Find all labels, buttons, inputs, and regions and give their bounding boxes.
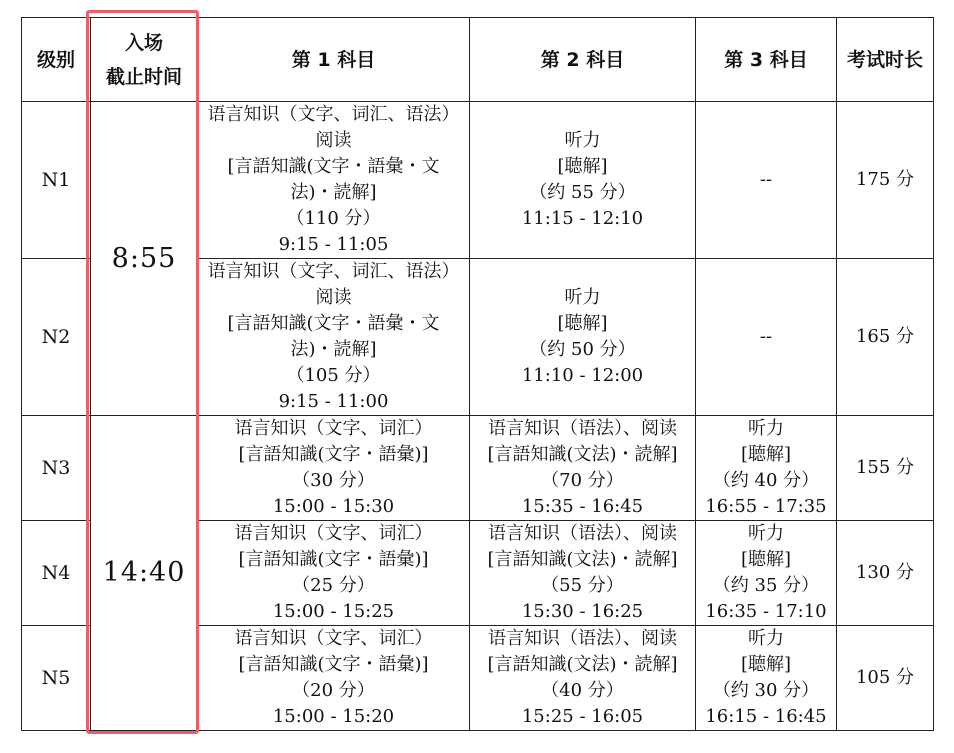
subject3-line: 听力 xyxy=(748,628,784,649)
duration-cell: 130 分 xyxy=(837,521,934,626)
subject2-line: [聴解] xyxy=(557,313,608,334)
duration-cell: 155 分 xyxy=(837,416,934,521)
level-cell: N1 xyxy=(22,102,91,259)
subject1-line: （20 分） xyxy=(292,680,375,701)
subject2-line: 听力 xyxy=(564,130,601,151)
subject1-line: 法)・読解] xyxy=(290,182,377,203)
subject1-line: 15:00 - 15:25 xyxy=(272,601,395,622)
subject2-line: 11:10 - 12:00 xyxy=(521,365,644,386)
subject3-line: -- xyxy=(759,326,773,347)
subject2-line: 语言知识（语法）、阅读 xyxy=(488,418,677,439)
subject1-line: [言語知識(文字・語彙)] xyxy=(238,444,429,465)
subject3-line: [聴解] xyxy=(740,549,792,570)
header-level: 级别 xyxy=(22,18,91,102)
subject1-line: （105 分） xyxy=(286,365,381,386)
subject1-line: 9:15 - 11:05 xyxy=(278,234,389,255)
subject1-cell xyxy=(198,102,470,259)
subject1-line: 9:15 - 11:00 xyxy=(278,391,389,412)
subject2-line: [言語知識(文法)・読解] xyxy=(487,654,678,675)
subject1-line: 语言知识（文字、词汇） xyxy=(234,523,433,544)
subject2-line: 语言知识（语法）、阅读 xyxy=(488,628,677,649)
level-cell: N2 xyxy=(22,259,91,416)
header-row xyxy=(22,18,934,102)
subject1-line: [言語知識(文字・語彙)] xyxy=(238,654,429,675)
subject1-line: 15:00 - 15:30 xyxy=(272,496,395,517)
subject2-cell xyxy=(470,102,696,259)
subject2-line: [言語知識(文法)・読解] xyxy=(487,549,678,570)
subject3-cell xyxy=(696,416,837,521)
subject1-line: （110 分） xyxy=(286,208,381,229)
subject3-cell xyxy=(696,102,837,259)
subject2-line: （约 50 分） xyxy=(529,339,636,360)
subject1-line: 法)・読解] xyxy=(290,339,377,360)
subject2-line: [聴解] xyxy=(557,156,608,177)
subject2-line: （70 分） xyxy=(541,470,624,491)
subject1-line: 15:00 - 15:20 xyxy=(272,706,395,727)
subject3-line: 16:55 - 17:35 xyxy=(705,496,827,517)
subject1-cell xyxy=(198,416,470,521)
header-entry-line1: 入场 xyxy=(124,31,163,54)
subject3-line: [聴解] xyxy=(740,654,792,675)
subject1-line: [言語知識(文字・語彙・文 xyxy=(227,156,440,177)
subject1-line: 阅读 xyxy=(315,287,352,308)
entry-time-cell: 14:40 xyxy=(91,416,198,731)
subject3-line: （约 40 分） xyxy=(712,470,820,491)
subject2-line: [言語知識(文法)・読解] xyxy=(487,444,678,465)
subject3-line: （约 30 分） xyxy=(712,680,820,701)
subject2-line: （40 分） xyxy=(541,680,624,701)
subject2-line: 15:35 - 16:45 xyxy=(521,496,644,517)
subject1-cell xyxy=(198,259,470,416)
subject2-line: 11:15 - 12:10 xyxy=(521,208,644,229)
subject3-line: -- xyxy=(759,169,773,190)
level-cell: N5 xyxy=(22,626,91,731)
subject1-line: 语言知识（文字、词汇） xyxy=(234,418,433,439)
header-subject2: 第 2 科目 xyxy=(470,18,696,102)
subject3-cell xyxy=(696,259,837,416)
subject2-cell xyxy=(470,259,696,416)
subject2-cell xyxy=(470,626,696,731)
subject3-line: [聴解] xyxy=(740,444,792,465)
level-cell: N3 xyxy=(22,416,91,521)
table-row xyxy=(22,416,934,521)
table-row xyxy=(22,102,934,259)
subject3-cell xyxy=(696,521,837,626)
subject3-line: 听力 xyxy=(748,523,784,544)
subject1-line: 语言知识（文字、词汇） xyxy=(234,628,433,649)
subject2-line: 15:25 - 16:05 xyxy=(521,706,644,727)
header-subject1: 第 1 科目 xyxy=(198,18,470,102)
duration-cell: 175 分 xyxy=(837,102,934,259)
header-entry-deadline xyxy=(91,18,198,102)
exam-schedule-table xyxy=(21,17,934,731)
subject1-cell xyxy=(198,521,470,626)
subject2-cell xyxy=(470,416,696,521)
subject2-line: 语言知识（语法）、阅读 xyxy=(488,523,677,544)
header-subject3: 第 3 科目 xyxy=(696,18,837,102)
subject3-cell xyxy=(696,626,837,731)
subject1-cell xyxy=(198,626,470,731)
subject3-line: 听力 xyxy=(748,418,784,439)
subject3-line: （约 35 分） xyxy=(712,575,820,596)
entry-time-cell: 8:55 xyxy=(91,102,198,416)
subject2-line: 15:30 - 16:25 xyxy=(521,601,644,622)
subject1-line: 语言知识（文字、词汇、语法） xyxy=(207,104,460,125)
subject1-line: [言語知識(文字・語彙)] xyxy=(238,549,429,570)
duration-cell: 165 分 xyxy=(837,259,934,416)
subject2-line: （55 分） xyxy=(541,575,624,596)
subject1-line: 阅读 xyxy=(315,130,352,151)
level-cell: N4 xyxy=(22,521,91,626)
subject1-line: 语言知识（文字、词汇、语法） xyxy=(207,261,460,282)
subject2-line: （约 55 分） xyxy=(529,182,636,203)
header-duration: 考试时长 xyxy=(837,18,934,102)
duration-cell: 105 分 xyxy=(837,626,934,731)
subject3-line: 16:15 - 16:45 xyxy=(705,706,827,727)
subject1-line: （30 分） xyxy=(292,470,375,491)
header-entry-line2: 截止时间 xyxy=(105,65,182,88)
subject3-line: 16:35 - 17:10 xyxy=(705,601,827,622)
subject1-line: [言語知識(文字・語彙・文 xyxy=(227,313,440,334)
subject1-line: （25 分） xyxy=(292,575,375,596)
subject2-cell xyxy=(470,521,696,626)
subject2-line: 听力 xyxy=(564,287,601,308)
